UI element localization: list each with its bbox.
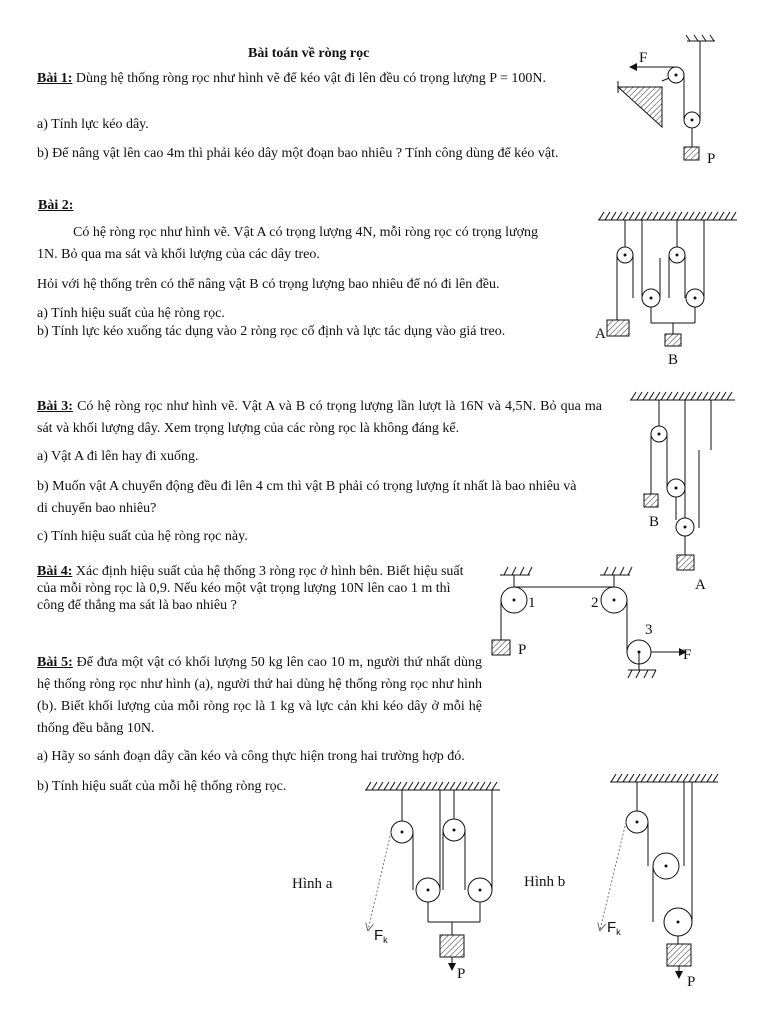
bai4-label-P: P	[518, 642, 527, 658]
ceiling-hatch	[396, 782, 401, 790]
ceiling-hatch	[667, 392, 672, 400]
ceiling-hatch	[474, 782, 479, 790]
bai3-label: Bài 3:	[37, 399, 73, 414]
ceiling-hatch	[677, 212, 682, 220]
bai2-text: Có hệ ròng rọc như hình vẽ. Vật A có trọng lượng 4N, mỗi ròng rọc có trọng lượng 1N. Bỏ qua ma sát và khối lượng của các dây treo.	[37, 225, 539, 262]
ceiling-hatch	[402, 782, 407, 790]
bai1-body: Dùng hệ thống ròng rọc như hình vẽ để kéo vật đi lên đều có trọng lượng P = 100N.	[72, 71, 546, 86]
ceiling-hatch	[721, 392, 726, 400]
ceiling-hatch	[659, 212, 664, 220]
ceiling-hatch	[649, 392, 654, 400]
bai5a-label-P: P	[457, 966, 466, 982]
bai4-label-1: 1	[528, 595, 536, 611]
ceiling-hatch	[715, 392, 720, 400]
ceiling-hatch	[623, 774, 628, 782]
ceiling-hatch	[635, 212, 640, 220]
ceiling-hatch	[731, 212, 736, 220]
bai5-figure-a	[360, 780, 510, 980]
bai5b-label-P: P	[687, 974, 696, 990]
ceiling-hatch	[701, 212, 706, 220]
bai5-body: Để đưa một vật có khối lượng 50 kg lên cao 10 m, người thứ nhất dùng hệ thống ròng rọc như hình (a), người thứ hai dùng hệ thống ròng rọc như hình (b). Biết khối lượng của mỗi ròng rọc là 1 kg và lực cản khi kéo dây ở mỗi hệ thống đều bằng 10N.	[37, 655, 482, 736]
ceiling-hatch	[390, 782, 395, 790]
ceiling-hatch	[629, 774, 634, 782]
ceiling-hatch	[378, 782, 383, 790]
ceiling-hatch	[432, 782, 437, 790]
ceiling-hatch	[438, 782, 443, 790]
ceiling-hatch	[635, 774, 640, 782]
bai5-figure-b	[595, 772, 725, 1002]
bai3-label-B: B	[649, 514, 660, 530]
bai5a-label-fk: $F_k$	[374, 927, 388, 945]
bai2-figure	[595, 208, 755, 368]
ceiling-hatch	[707, 774, 712, 782]
ceiling-hatch	[655, 392, 660, 400]
bai5-b: b) Tính hiệu suất của mỗi hệ thống ròng rọc.	[37, 779, 287, 794]
ceiling-hatch	[643, 392, 648, 400]
bai2-a: a) Tính hiệu suất của hệ ròng rọc.	[37, 306, 225, 321]
ceiling-hatch	[611, 212, 616, 220]
ceiling-hatch	[617, 212, 622, 220]
ceiling-hatch	[685, 392, 690, 400]
ceiling-hatch	[707, 212, 712, 220]
bai5-a: a) Hãy so sánh đoạn dây cần kéo và công thực hiện trong hai trường hợp đó.	[37, 749, 465, 764]
hinh-a-label: Hình a	[292, 876, 333, 892]
ceiling-hatch	[727, 392, 732, 400]
ceiling-hatch	[420, 782, 425, 790]
ceiling-hatch	[384, 782, 389, 790]
bai2-b: b) Tính lực kéo xuống tác dụng vào 2 ròng rọc cố định và lực tác dụng vào giá treo.	[37, 324, 506, 339]
ceiling-hatch	[683, 774, 688, 782]
ceiling-hatch	[653, 212, 658, 220]
ceiling-hatch	[713, 774, 718, 782]
ceiling-hatch	[444, 782, 449, 790]
ceiling-hatch	[456, 782, 461, 790]
bai3-label-A: A	[695, 577, 706, 593]
ceiling-hatch	[641, 212, 646, 220]
ceiling-hatch	[665, 774, 670, 782]
ceiling-hatch	[480, 782, 485, 790]
bai1-force-label: F	[639, 50, 648, 66]
ceiling-hatch	[611, 774, 616, 782]
ceiling-hatch	[629, 212, 634, 220]
ceiling-hatch	[426, 782, 431, 790]
ceiling-hatch	[697, 392, 702, 400]
ceiling-hatch	[414, 782, 419, 790]
bai1-weight-label: P	[707, 151, 716, 167]
ceiling-hatch	[673, 392, 678, 400]
ceiling-hatch	[725, 212, 730, 220]
bai4-figure	[488, 562, 708, 692]
bai3-c: c) Tính hiệu suất của hệ ròng rọc này.	[37, 529, 248, 544]
bai3-a: a) Vật A đi lên hay đi xuống.	[37, 449, 199, 464]
ceiling-hatch	[719, 212, 724, 220]
ceiling-hatch	[677, 774, 682, 782]
ceiling-hatch	[713, 212, 718, 220]
ceiling-hatch	[695, 774, 700, 782]
bai5-label: Bài 5:	[37, 655, 73, 670]
bai4-label-2: 2	[591, 595, 599, 611]
bai3-b: b) Muốn vật A chuyển động đều đi lên 4 cm thì vật B phải có trọng lượng ít nhất là bao nhiêu và di chuyển bao nhiêu?	[37, 479, 577, 516]
ceiling-hatch	[641, 774, 646, 782]
bai1-label: Bài 1:	[37, 71, 73, 86]
ceiling-hatch	[408, 782, 413, 790]
ceiling-hatch	[372, 782, 377, 790]
bai2-label: Bài 2:	[38, 198, 74, 213]
bai4-text	[37, 563, 467, 614]
ceiling-hatch	[665, 212, 670, 220]
ceiling-hatch	[661, 392, 666, 400]
ceiling-hatch	[683, 212, 688, 220]
ceiling-hatch	[631, 392, 636, 400]
bai5-text	[37, 652, 482, 740]
hinh-b-label: Hình b	[524, 874, 566, 890]
ceiling-hatch	[599, 212, 604, 220]
bai1-text	[37, 68, 593, 90]
ceiling-hatch	[637, 392, 642, 400]
bai4-label: Bài 4:	[37, 564, 73, 579]
ceiling-hatch	[462, 782, 467, 790]
ceiling-hatch	[701, 774, 706, 782]
ceiling-hatch	[492, 782, 497, 790]
bai1-b: b) Để nâng vật lên cao 4m thì phải kéo dây một đoạn bao nhiêu ? Tính công dùng để kéo vật.	[37, 146, 559, 161]
bai4-label-3: 3	[645, 622, 653, 638]
bai5b-label-fk: $F_k$	[607, 919, 621, 937]
bai3-text	[37, 396, 602, 440]
ceiling-hatch	[691, 392, 696, 400]
bai1-figure	[600, 35, 740, 175]
ceiling-hatch	[450, 782, 455, 790]
ceiling-hatch	[703, 392, 708, 400]
ceiling-hatch	[679, 392, 684, 400]
bai2-label-A: A	[595, 326, 606, 342]
ceiling-hatch	[653, 774, 658, 782]
page-title: Bài toán về ròng rọc	[248, 46, 370, 61]
ceiling-hatch	[695, 212, 700, 220]
bai2-label-B: B	[668, 352, 679, 368]
ceiling-hatch	[689, 774, 694, 782]
ceiling-hatch	[671, 774, 676, 782]
ceiling-hatch	[468, 782, 473, 790]
bai4-body: Xác định hiệu suất của hệ thống 3 ròng rọc ở hình bên. Biết hiệu suất của mỗi ròng rọc là 0,9. Nếu kéo một vật trọng lượng 10N lên cao 1 m thì công để thắng ma sát là bao nhiêu ?	[37, 564, 464, 613]
ceiling-hatch	[605, 212, 610, 220]
ceiling-hatch	[689, 212, 694, 220]
ceiling-hatch	[671, 212, 676, 220]
bai3-body: Có hệ ròng rọc như hình vẽ. Vật A và B có trọng lượng lần lượt là 16N và 4,5N. Bỏ qua ma sát và khối lượng dây. Xem trọng lượng của các ròng rọc là không đáng kể.	[37, 399, 603, 436]
bai4-label-F: F	[683, 647, 692, 663]
ceiling-hatch	[617, 774, 622, 782]
ceiling-hatch	[366, 782, 371, 790]
bai1-a: a) Tính lực kéo dây.	[37, 117, 149, 132]
ceiling-hatch	[647, 774, 652, 782]
ceiling-hatch	[486, 782, 491, 790]
ceiling-hatch	[623, 212, 628, 220]
ceiling-hatch	[647, 212, 652, 220]
bai2-question: Hỏi với hệ thống trên có thể nâng vật B có trọng lượng bao nhiêu để nó đi lên đều.	[37, 277, 500, 292]
ceiling-hatch	[659, 774, 664, 782]
ceiling-hatch	[709, 392, 714, 400]
